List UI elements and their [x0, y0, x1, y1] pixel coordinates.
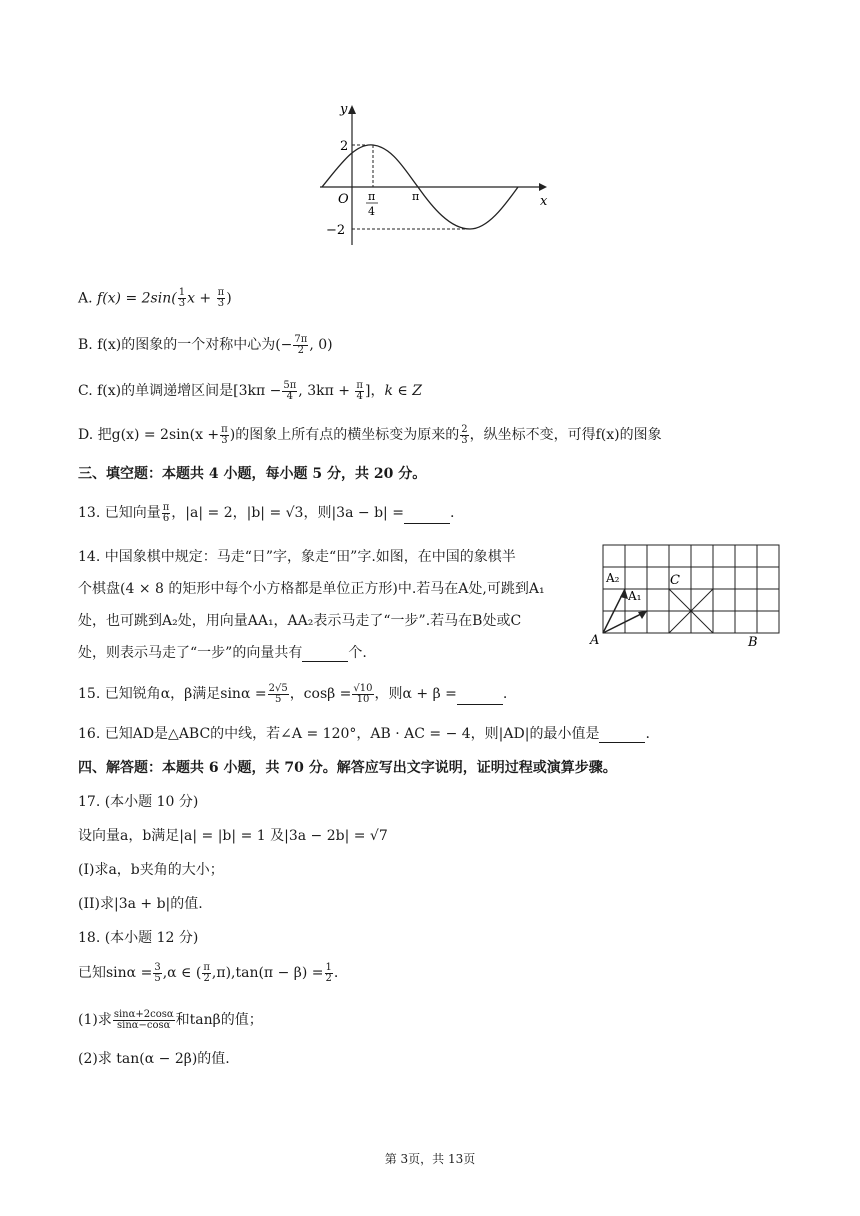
question-17-part2: (II)求|3a + b|的值.: [78, 896, 203, 912]
question-18-head: 18. (本小题 12 分): [78, 930, 199, 946]
graph-y-label: y: [340, 102, 348, 117]
question-14-line2: 个棋盘(4 × 8 的矩形中每个小方格都是单位正方形)中.若马在A处,可跳到A₁: [78, 581, 545, 597]
question-18-part2: (2)求 tan(α − 2β)的值.: [78, 1051, 230, 1067]
answer-blank: [302, 647, 348, 662]
section-heading-4: 四、解答题：本题共 6 小题，共 70 分。解答应写出文字说明，证明过程或演算步骤。: [78, 760, 617, 776]
section-heading-3: 三、填空题：本题共 4 小题，每小题 5 分，共 20 分。: [78, 466, 427, 482]
question-14-line1: 14. 中国象棋中规定：马走“日”字，象走“田”字.如图，在中国的象棋半: [78, 549, 516, 565]
answer-blank: [599, 728, 645, 743]
label-C: C: [670, 573, 680, 588]
question-18-stem: 已知sinα = $\frac{3}{5}$ ,α ∈ ( $\frac{\pi}{2}$ ,π),tan(π − β) = $\frac{1}{2}$ .: [78, 961, 339, 984]
graph-tick-pi4-num: π: [368, 190, 376, 203]
label-A2: A₂: [606, 571, 620, 585]
option-a: A. f(x) = 2sin( $\frac{1}{3}$ x + $\frac{\pi}{3}$ ): [78, 287, 232, 309]
option-d: D. 把g(x) = 2sin(x + $\frac{\pi}{3}$ )的图象上所有点的横坐标变为原来的 $\frac{2}{3}$ ，纵坐标不变，可得f(x)的图象: [78, 423, 662, 446]
label-A1: A₁: [628, 589, 642, 603]
option-b: B. f(x)的图象的一个对称中心为(− $\frac{7\pi}{2}$ , 0): [78, 333, 333, 356]
page-footer: 第 3页，共 13页: [384, 1152, 476, 1166]
question-18-part1: (1)求 $\frac{\sin\alpha+2\cos\alpha}{\sin\alpha-\cos\alpha}$ 和tanβ的值；: [78, 1008, 263, 1031]
question-15: 15. 已知锐角α，β满足sinα = $\frac{2√5}{5}$ ，cosβ = $\frac{√10}{10}$ ，则α + β = .: [78, 682, 508, 705]
question-17-part1: (I)求a，b夹角的大小；: [78, 862, 224, 878]
question-14-line3: 处，也可跳到A₂处，用向量AA₁，AA₂表示马走了“一步”.若马在B处或C: [78, 613, 522, 629]
label-A: A: [590, 633, 600, 648]
answer-blank: [457, 690, 503, 705]
option-c: C. f(x)的单调递增区间是[3kπ − $\frac{5\pi}{4}$ , 3kπ + $\frac{\pi}{4}$ ]，k ∈ Z: [78, 379, 422, 402]
answer-blank: [404, 509, 450, 524]
question-17-head: 17. (本小题 10 分): [78, 794, 199, 810]
graph-origin: O: [338, 192, 349, 207]
label-B: B: [748, 635, 758, 650]
question-13: 13. 已知向量 $\frac{\pi}{6}$ ，|a| = 2，|b| = √3，则|3a − b| = .: [78, 501, 455, 524]
graph-ymin: −2: [326, 223, 346, 238]
question-14-line4: 处，则表示马走了“一步”的向量共有 个.: [78, 645, 367, 661]
sine-graph: [300, 95, 570, 255]
chess-board-figure: [588, 540, 788, 652]
question-17-stem: 设向量a，b满足|a| = |b| = 1 及|3a − 2b| = √7: [78, 828, 388, 844]
graph-ymax: 2: [340, 139, 349, 154]
graph-tick-pi4-den: 4: [368, 205, 375, 218]
graph-x-label: x: [540, 194, 548, 209]
graph-tick-pi: π: [412, 190, 420, 203]
question-16: 16. 已知AD是△ABC的中线，若∠A = 120°，AB · AC = − 4，则|AD|的最小值是 .: [78, 726, 650, 742]
